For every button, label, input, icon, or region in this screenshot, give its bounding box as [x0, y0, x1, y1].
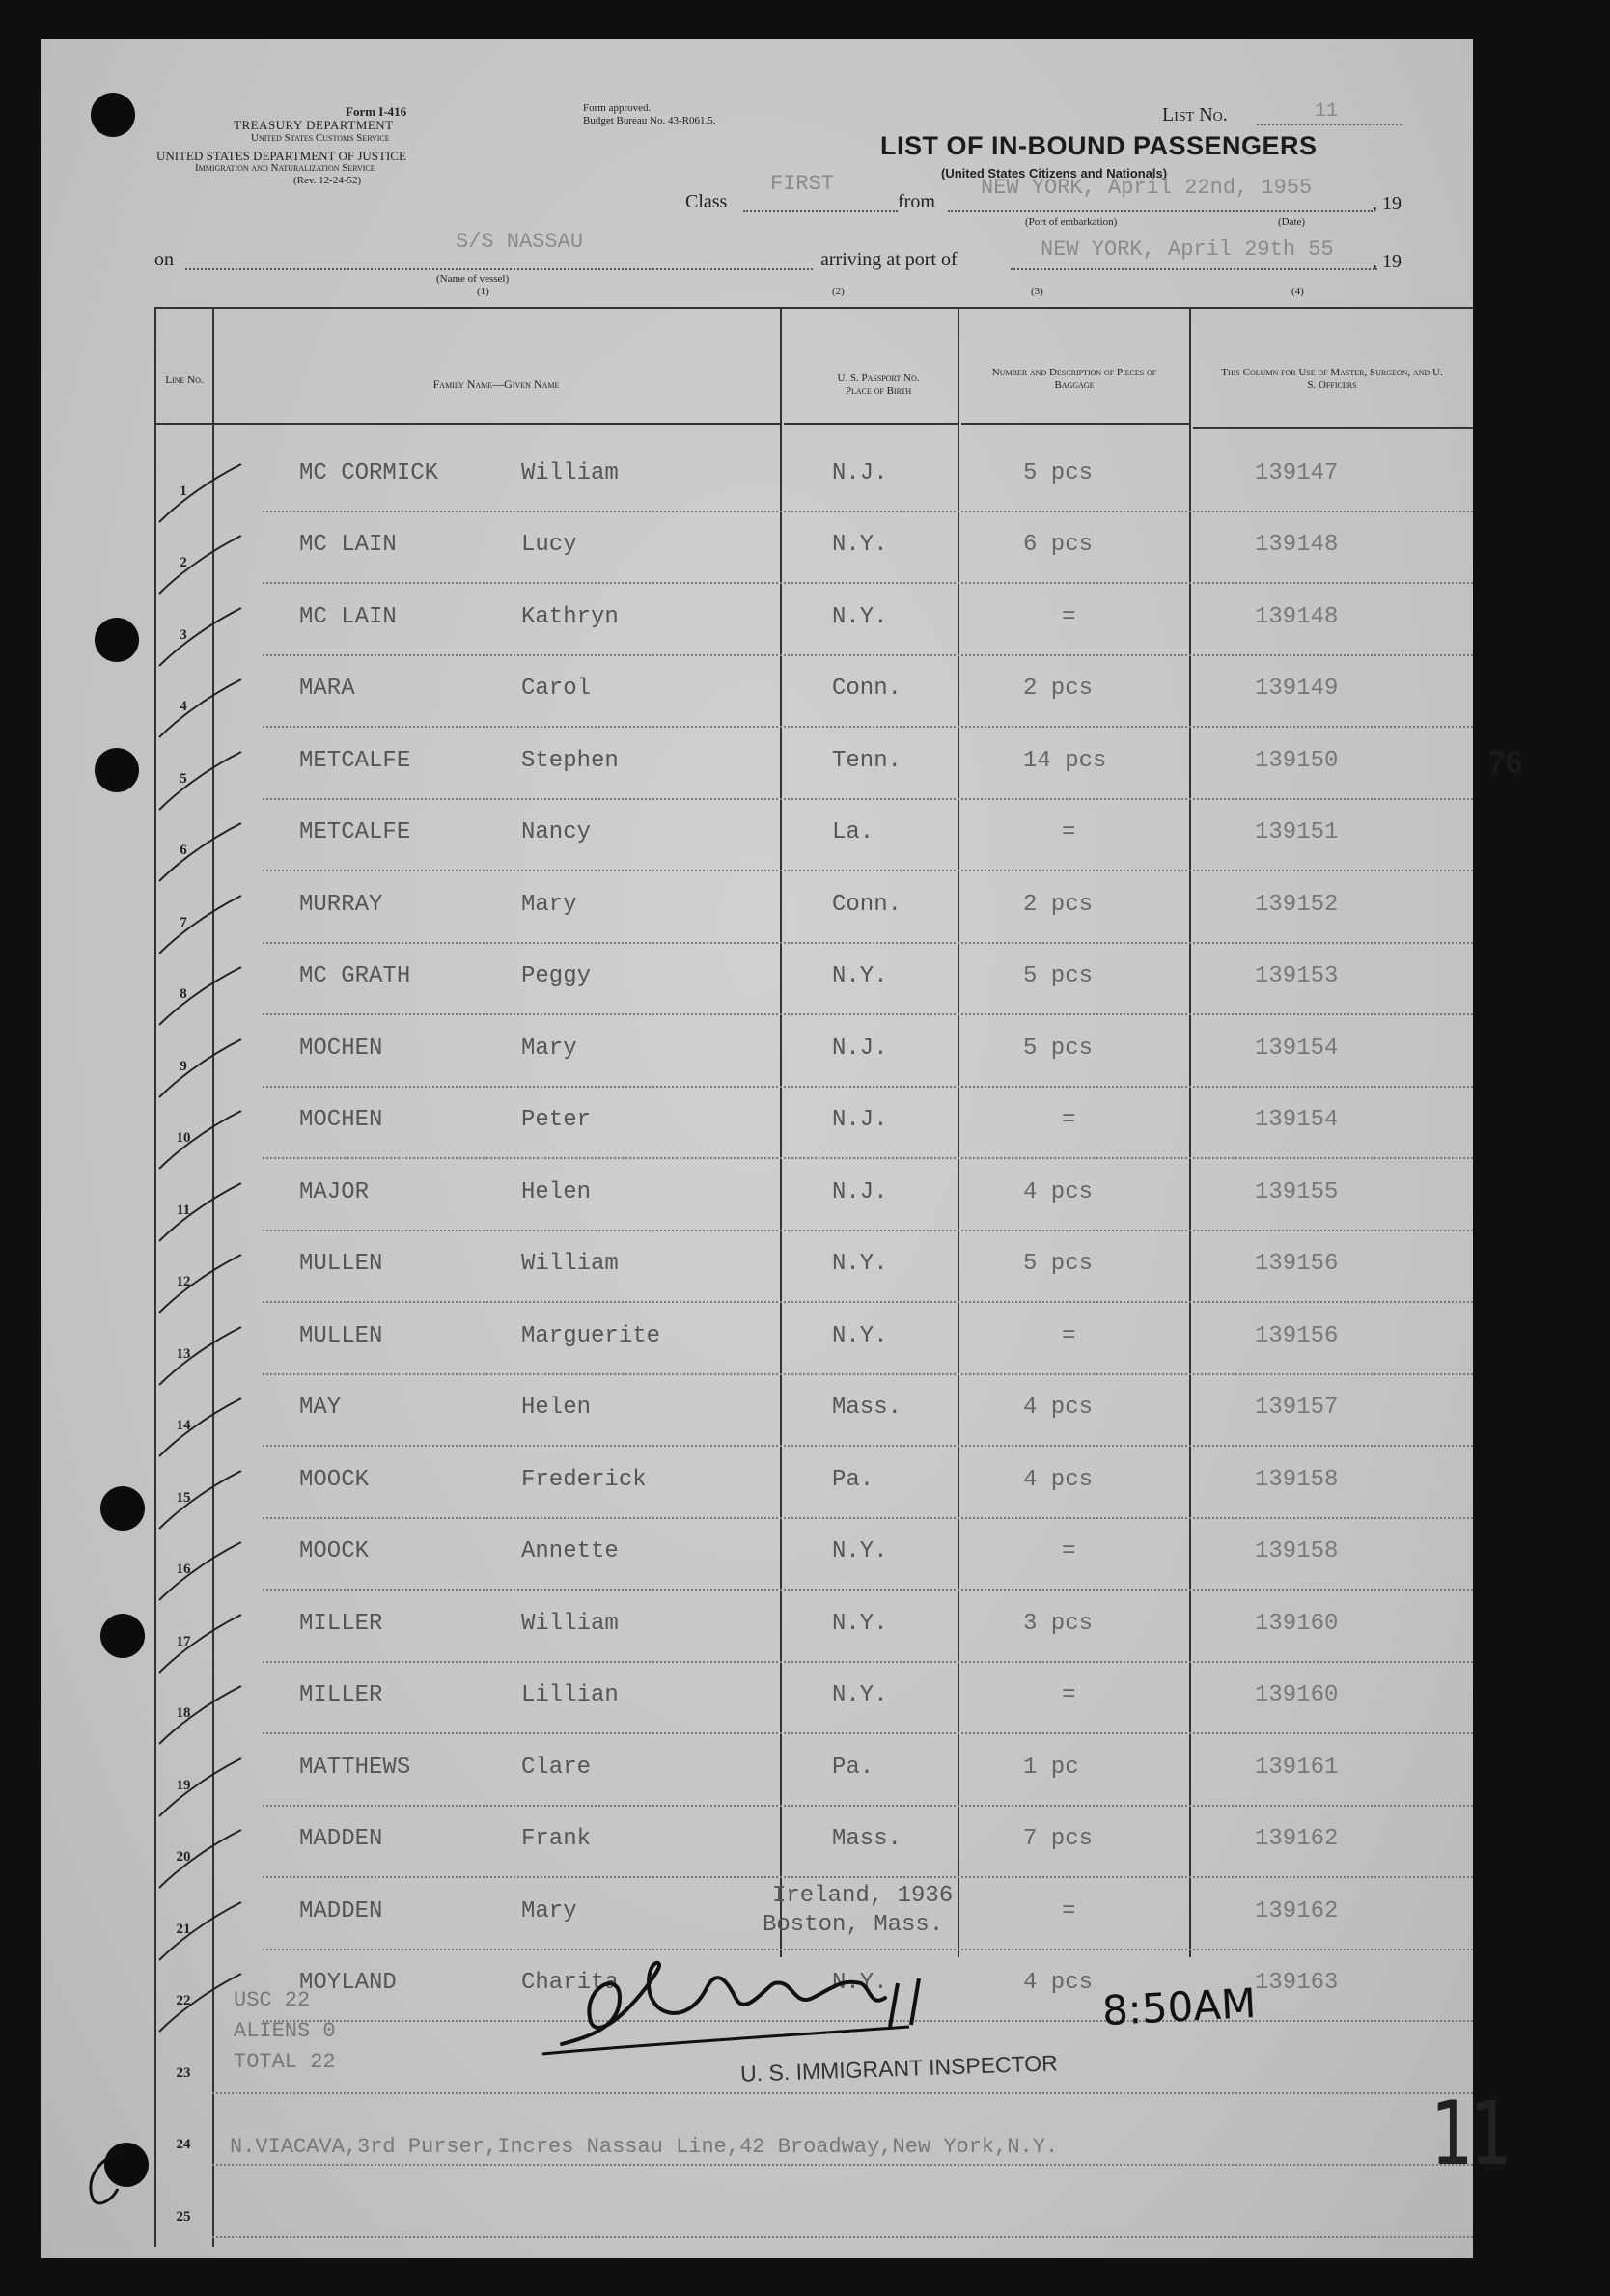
table-row [154, 1305, 1473, 1377]
justice-dept: UNITED STATES DEPARTMENT OF JUSTICE [156, 149, 406, 163]
officer-number: 139154 [1255, 1035, 1339, 1062]
line-number: 24 [176, 2137, 191, 2152]
baggage-count: 5 pcs [1023, 459, 1094, 486]
place-of-birth: N.J. [832, 1035, 888, 1062]
officer-number: 139158 [1255, 1466, 1339, 1493]
column-number-4: (4) [1291, 286, 1304, 297]
officer-number: 139153 [1255, 963, 1339, 989]
row-divider [263, 1732, 1473, 1734]
line-number: 22 [176, 1993, 191, 2008]
place-of-birth: N.Y. [832, 1970, 888, 1996]
baggage-count: = [1062, 819, 1076, 845]
place-of-birth: Mass. [832, 1395, 902, 1421]
family-name: MULLEN [299, 1322, 383, 1349]
budget-bureau: Budget Bureau No. 43-R061.5. [583, 115, 716, 126]
row-divider [263, 1013, 1473, 1015]
given-name: Helen [521, 1395, 592, 1421]
row-divider [263, 942, 1473, 944]
given-name: Mary [521, 1035, 577, 1062]
place-of-birth: La. [832, 819, 874, 845]
family-name: MILLER [299, 1610, 383, 1637]
column-number-2: (2) [832, 286, 845, 297]
baggage-count: 4 pcs [1023, 1466, 1094, 1493]
officer-number: 139148 [1255, 603, 1339, 630]
place-of-birth: N.Y. [832, 1610, 888, 1637]
table-row [154, 1377, 1473, 1450]
family-name: MADDEN [299, 1826, 383, 1852]
from-label: from [898, 191, 935, 212]
class-line [743, 210, 898, 212]
from-value: NEW YORK, April 22nd, 1955 [981, 176, 1313, 200]
row-divider [212, 2092, 1473, 2094]
class-label: Class [685, 191, 728, 212]
table-row [154, 730, 1473, 802]
place-of-birth: Mass. [832, 1826, 902, 1852]
row-divider [263, 798, 1473, 800]
vessel-line [185, 268, 813, 270]
row-divider [263, 1301, 1473, 1303]
officer-number: 139147 [1255, 459, 1339, 486]
arriving-line [1011, 268, 1377, 270]
baggage-count: 5 pcs [1023, 963, 1094, 989]
given-name: Annette [521, 1538, 619, 1564]
header-divider [1193, 427, 1473, 429]
place-of-birth: Boston, Mass. [763, 1911, 944, 1938]
baggage-count: 2 pcs [1023, 891, 1094, 918]
officer-number: 139156 [1255, 1251, 1339, 1277]
officer-number: 139162 [1255, 1897, 1339, 1924]
header-divider [154, 423, 212, 425]
table-row [154, 1090, 1473, 1162]
form-number: Form I-416 [346, 104, 407, 119]
family-name: MURRAY [299, 891, 383, 918]
baggage-count: 3 pcs [1023, 1610, 1094, 1637]
given-name: Mary [521, 1897, 577, 1924]
page-subtitle: (United States Citizens and Nationals) [941, 166, 1168, 180]
given-name: Peggy [521, 963, 592, 989]
table-row [154, 1449, 1473, 1521]
list-no-label: List No. [1162, 104, 1228, 125]
family-name: MULLEN [299, 1251, 383, 1277]
baggage-count: = [1062, 1322, 1076, 1349]
baggage-count: = [1062, 1897, 1076, 1924]
table-row [154, 1161, 1473, 1233]
officer-number: 139157 [1255, 1395, 1339, 1421]
class-value: FIRST [770, 172, 835, 196]
family-name: MARA [299, 676, 355, 702]
place-of-birth: Conn. [832, 676, 902, 702]
line-number: 20 [176, 1849, 191, 1865]
officer-number: 139151 [1255, 819, 1339, 845]
table-row [154, 2168, 1473, 2240]
baggage-count: 14 pcs [1023, 747, 1107, 774]
vessel-label: (Name of vessel) [436, 273, 510, 285]
given-name: William [521, 459, 619, 486]
row-divider [263, 870, 1473, 871]
family-name: MC GRATH [299, 963, 411, 989]
line-number: 23 [176, 2064, 191, 2081]
line-number: 7 [180, 914, 187, 930]
from-line [948, 210, 1373, 212]
given-name: William [521, 1610, 619, 1637]
family-name: MC CORMICK [299, 459, 439, 486]
family-name: MAY [299, 1395, 342, 1421]
port-embarkation-label: (Port of embarkation) [1025, 216, 1118, 228]
row-divider [263, 1517, 1473, 1519]
header-officers: This Column for Use of Master, Surgeon, and U. S. Officers [1221, 367, 1443, 391]
column-number-1: (1) [477, 286, 489, 297]
header-divider [784, 423, 958, 425]
row-divider [263, 726, 1473, 728]
column-number-3: (3) [1031, 286, 1043, 297]
arriving-value: NEW YORK, April 29th 55 [1041, 237, 1334, 262]
given-name: Clare [521, 1754, 592, 1781]
punch-hole [95, 618, 139, 662]
given-name: Kathryn [521, 603, 619, 630]
line-number: 14 [176, 1418, 191, 1433]
place-of-birth-extra: Ireland, 1936 [772, 1882, 954, 1909]
list-no-value: 11 [1315, 100, 1339, 123]
table-row [154, 1233, 1473, 1306]
family-name: MADDEN [299, 1897, 383, 1924]
row-divider [263, 1445, 1473, 1447]
row-divider [212, 2164, 1473, 2166]
family-name: MOOCK [299, 1538, 370, 1564]
given-name: Charita [521, 1970, 619, 1996]
family-name: MC LAIN [299, 532, 397, 558]
row-divider [263, 1805, 1473, 1807]
officer-number: 139148 [1255, 532, 1339, 558]
line-number: 15 [176, 1489, 191, 1506]
baggage-count: 4 pcs [1023, 1970, 1094, 1996]
line-number: 16 [176, 1562, 191, 1577]
punch-hole [100, 1614, 145, 1658]
place-of-birth: Pa. [832, 1466, 874, 1493]
table-row [154, 1521, 1473, 1593]
line-number: 21 [176, 1921, 191, 1937]
family-name: MATTHEWS [299, 1754, 411, 1781]
officer-number: 139160 [1255, 1610, 1339, 1637]
row-divider [263, 511, 1473, 512]
row-divider [263, 1589, 1473, 1591]
punch-hole [91, 93, 135, 137]
place-of-birth: N.Y. [832, 603, 888, 630]
total-total: TOTAL 22 [234, 2050, 336, 2074]
row-divider [263, 1373, 1473, 1375]
check-mark-icon [79, 2143, 137, 2210]
place-of-birth: N.Y. [832, 963, 888, 989]
given-name: Helen [521, 1178, 592, 1205]
officer-number: 139155 [1255, 1178, 1339, 1205]
row-divider [263, 1157, 1473, 1159]
signature-time: 8:50AM [1100, 1978, 1258, 2035]
margin-mark: 11 [1430, 2082, 1510, 2186]
given-name: Frank [521, 1826, 592, 1852]
given-name: Lillian [521, 1682, 619, 1708]
place-of-birth: Conn. [832, 891, 902, 918]
line-number: 5 [180, 770, 187, 787]
table-row [154, 1592, 1473, 1665]
table-row [154, 442, 1473, 514]
header-divider [212, 423, 780, 425]
family-name: MOOCK [299, 1466, 370, 1493]
ins-name: Immigration and Naturalization Service [195, 162, 375, 174]
line-number: 19 [176, 1777, 191, 1793]
officer-number: 139162 [1255, 1826, 1339, 1852]
line-number: 1 [180, 483, 187, 499]
date-label: (Date) [1278, 216, 1306, 228]
place-of-birth: N.Y. [832, 1682, 888, 1708]
passenger-manifest-sheet [41, 39, 1523, 2258]
header-passport: U. S. Passport No. Place of Birth [837, 373, 920, 397]
check-mark-icon [145, 2180, 251, 2257]
table-row [154, 1017, 1473, 1090]
purser-line: N.VIACAVA,3rd Purser,Incres Nassau Line,42 Broadway,New York,N.Y. [230, 2135, 1059, 2159]
line-number: 9 [180, 1058, 187, 1074]
baggage-count: 1 pc [1023, 1754, 1079, 1781]
line-number: 13 [176, 1345, 191, 1362]
margin-number: 76 [1488, 745, 1523, 780]
baggage-count: 5 pcs [1023, 1251, 1094, 1277]
place-of-birth: N.Y. [832, 1251, 888, 1277]
line-number: 4 [180, 699, 187, 714]
place-of-birth: N.J. [832, 459, 888, 486]
baggage-count: = [1062, 1107, 1076, 1133]
header-divider [961, 423, 1189, 425]
officer-number: 139160 [1255, 1682, 1339, 1708]
baggage-count: = [1062, 1538, 1076, 1564]
row-divider [263, 1876, 1473, 1878]
officer-number: 139149 [1255, 676, 1339, 702]
place-of-birth: Pa. [832, 1754, 874, 1781]
given-name: Peter [521, 1107, 592, 1133]
line-number: 12 [176, 1274, 191, 1289]
table-row [154, 1809, 1473, 1881]
header-line-no: Line No. [165, 374, 204, 386]
given-name: Frederick [521, 1466, 647, 1493]
inspector-label: U. S. IMMIGRANT INSPECTOR [739, 2050, 1059, 2087]
line-number: 25 [176, 2208, 191, 2225]
baggage-count: 2 pcs [1023, 676, 1094, 702]
baggage-count: 4 pcs [1023, 1178, 1094, 1205]
header-baggage: Number and Description of Pieces of Baggage [991, 367, 1157, 391]
on-label: on [154, 249, 174, 270]
family-name: MAJOR [299, 1178, 370, 1205]
row-divider [263, 1230, 1473, 1231]
table-row [154, 1736, 1473, 1809]
officer-number: 139161 [1255, 1754, 1339, 1781]
table-row [154, 658, 1473, 731]
year-suffix: , 19 [1373, 193, 1402, 214]
officer-number: 139154 [1255, 1107, 1339, 1133]
baggage-count: = [1062, 603, 1076, 630]
given-name: Lucy [521, 532, 577, 558]
family-name: MOCHEN [299, 1107, 383, 1133]
customs-service: United States Customs Service [251, 132, 390, 144]
line-number: 2 [180, 555, 187, 570]
given-name: Stephen [521, 747, 619, 774]
line-number: 11 [176, 1202, 191, 1218]
place-of-birth: N.Y. [832, 532, 888, 558]
baggage-count: 6 pcs [1023, 532, 1094, 558]
family-name: MOCHEN [299, 1035, 383, 1062]
total-aliens: ALIENS 0 [234, 2019, 336, 2043]
baggage-count: 7 pcs [1023, 1826, 1094, 1852]
row-divider [263, 654, 1473, 656]
treasury-dept: TREASURY DEPARTMENT [234, 118, 394, 132]
row-divider [263, 582, 1473, 584]
table-row [154, 1665, 1473, 1737]
place-of-birth: N.J. [832, 1178, 888, 1205]
vessel-value: S/S NASSAU [456, 230, 584, 254]
officer-number: 139152 [1255, 891, 1339, 918]
table-row [154, 586, 1473, 658]
arriving-label: arriving at port of [820, 249, 958, 270]
header-name: Family Name—Given Name [432, 377, 560, 391]
given-name: Mary [521, 891, 577, 918]
given-name: Marguerite [521, 1322, 661, 1349]
table-top-border [154, 307, 1473, 309]
given-name: Carol [521, 676, 592, 702]
family-name: METCALFE [299, 747, 411, 774]
line-number: 6 [180, 843, 187, 858]
place-of-birth: N.J. [832, 1107, 888, 1133]
family-name: MILLER [299, 1682, 383, 1708]
baggage-count: 5 pcs [1023, 1035, 1094, 1062]
line-number: 10 [176, 1130, 191, 1146]
family-name: MC LAIN [299, 603, 397, 630]
officer-number: 139150 [1255, 747, 1339, 774]
officer-number: 139156 [1255, 1322, 1339, 1349]
place-of-birth: Tenn. [832, 747, 902, 774]
officer-number: 139158 [1255, 1538, 1339, 1564]
table-row [154, 802, 1473, 874]
family-name: MOYLAND [299, 1970, 397, 1996]
page-title: LIST OF IN-BOUND PASSENGERS [880, 131, 1318, 160]
punch-hole [95, 748, 139, 792]
year-suffix: , 19 [1373, 251, 1402, 272]
table-row [154, 946, 1473, 1018]
line-number: 18 [176, 1705, 191, 1721]
row-divider [212, 2236, 1473, 2238]
place-of-birth: N.Y. [832, 1538, 888, 1564]
row-divider [263, 1661, 1473, 1663]
form-approved: Form approved. [583, 102, 652, 114]
revision-date: (Rev. 12-24-52) [293, 175, 362, 186]
baggage-count: 4 pcs [1023, 1395, 1094, 1421]
given-name: William [521, 1251, 619, 1277]
baggage-count: = [1062, 1682, 1076, 1708]
family-name: METCALFE [299, 819, 411, 845]
list-no-line [1257, 124, 1402, 125]
table-row [154, 514, 1473, 587]
place-of-birth: N.Y. [832, 1322, 888, 1349]
punch-hole [100, 1486, 145, 1531]
given-name: Nancy [521, 819, 592, 845]
line-number: 3 [180, 626, 187, 643]
line-number: 8 [180, 986, 187, 1002]
table-row [154, 873, 1473, 946]
officer-number: 139163 [1255, 1970, 1339, 1996]
row-divider [263, 1086, 1473, 1088]
total-usc: USC 22 [234, 1988, 311, 2012]
line-number: 17 [176, 1633, 191, 1649]
